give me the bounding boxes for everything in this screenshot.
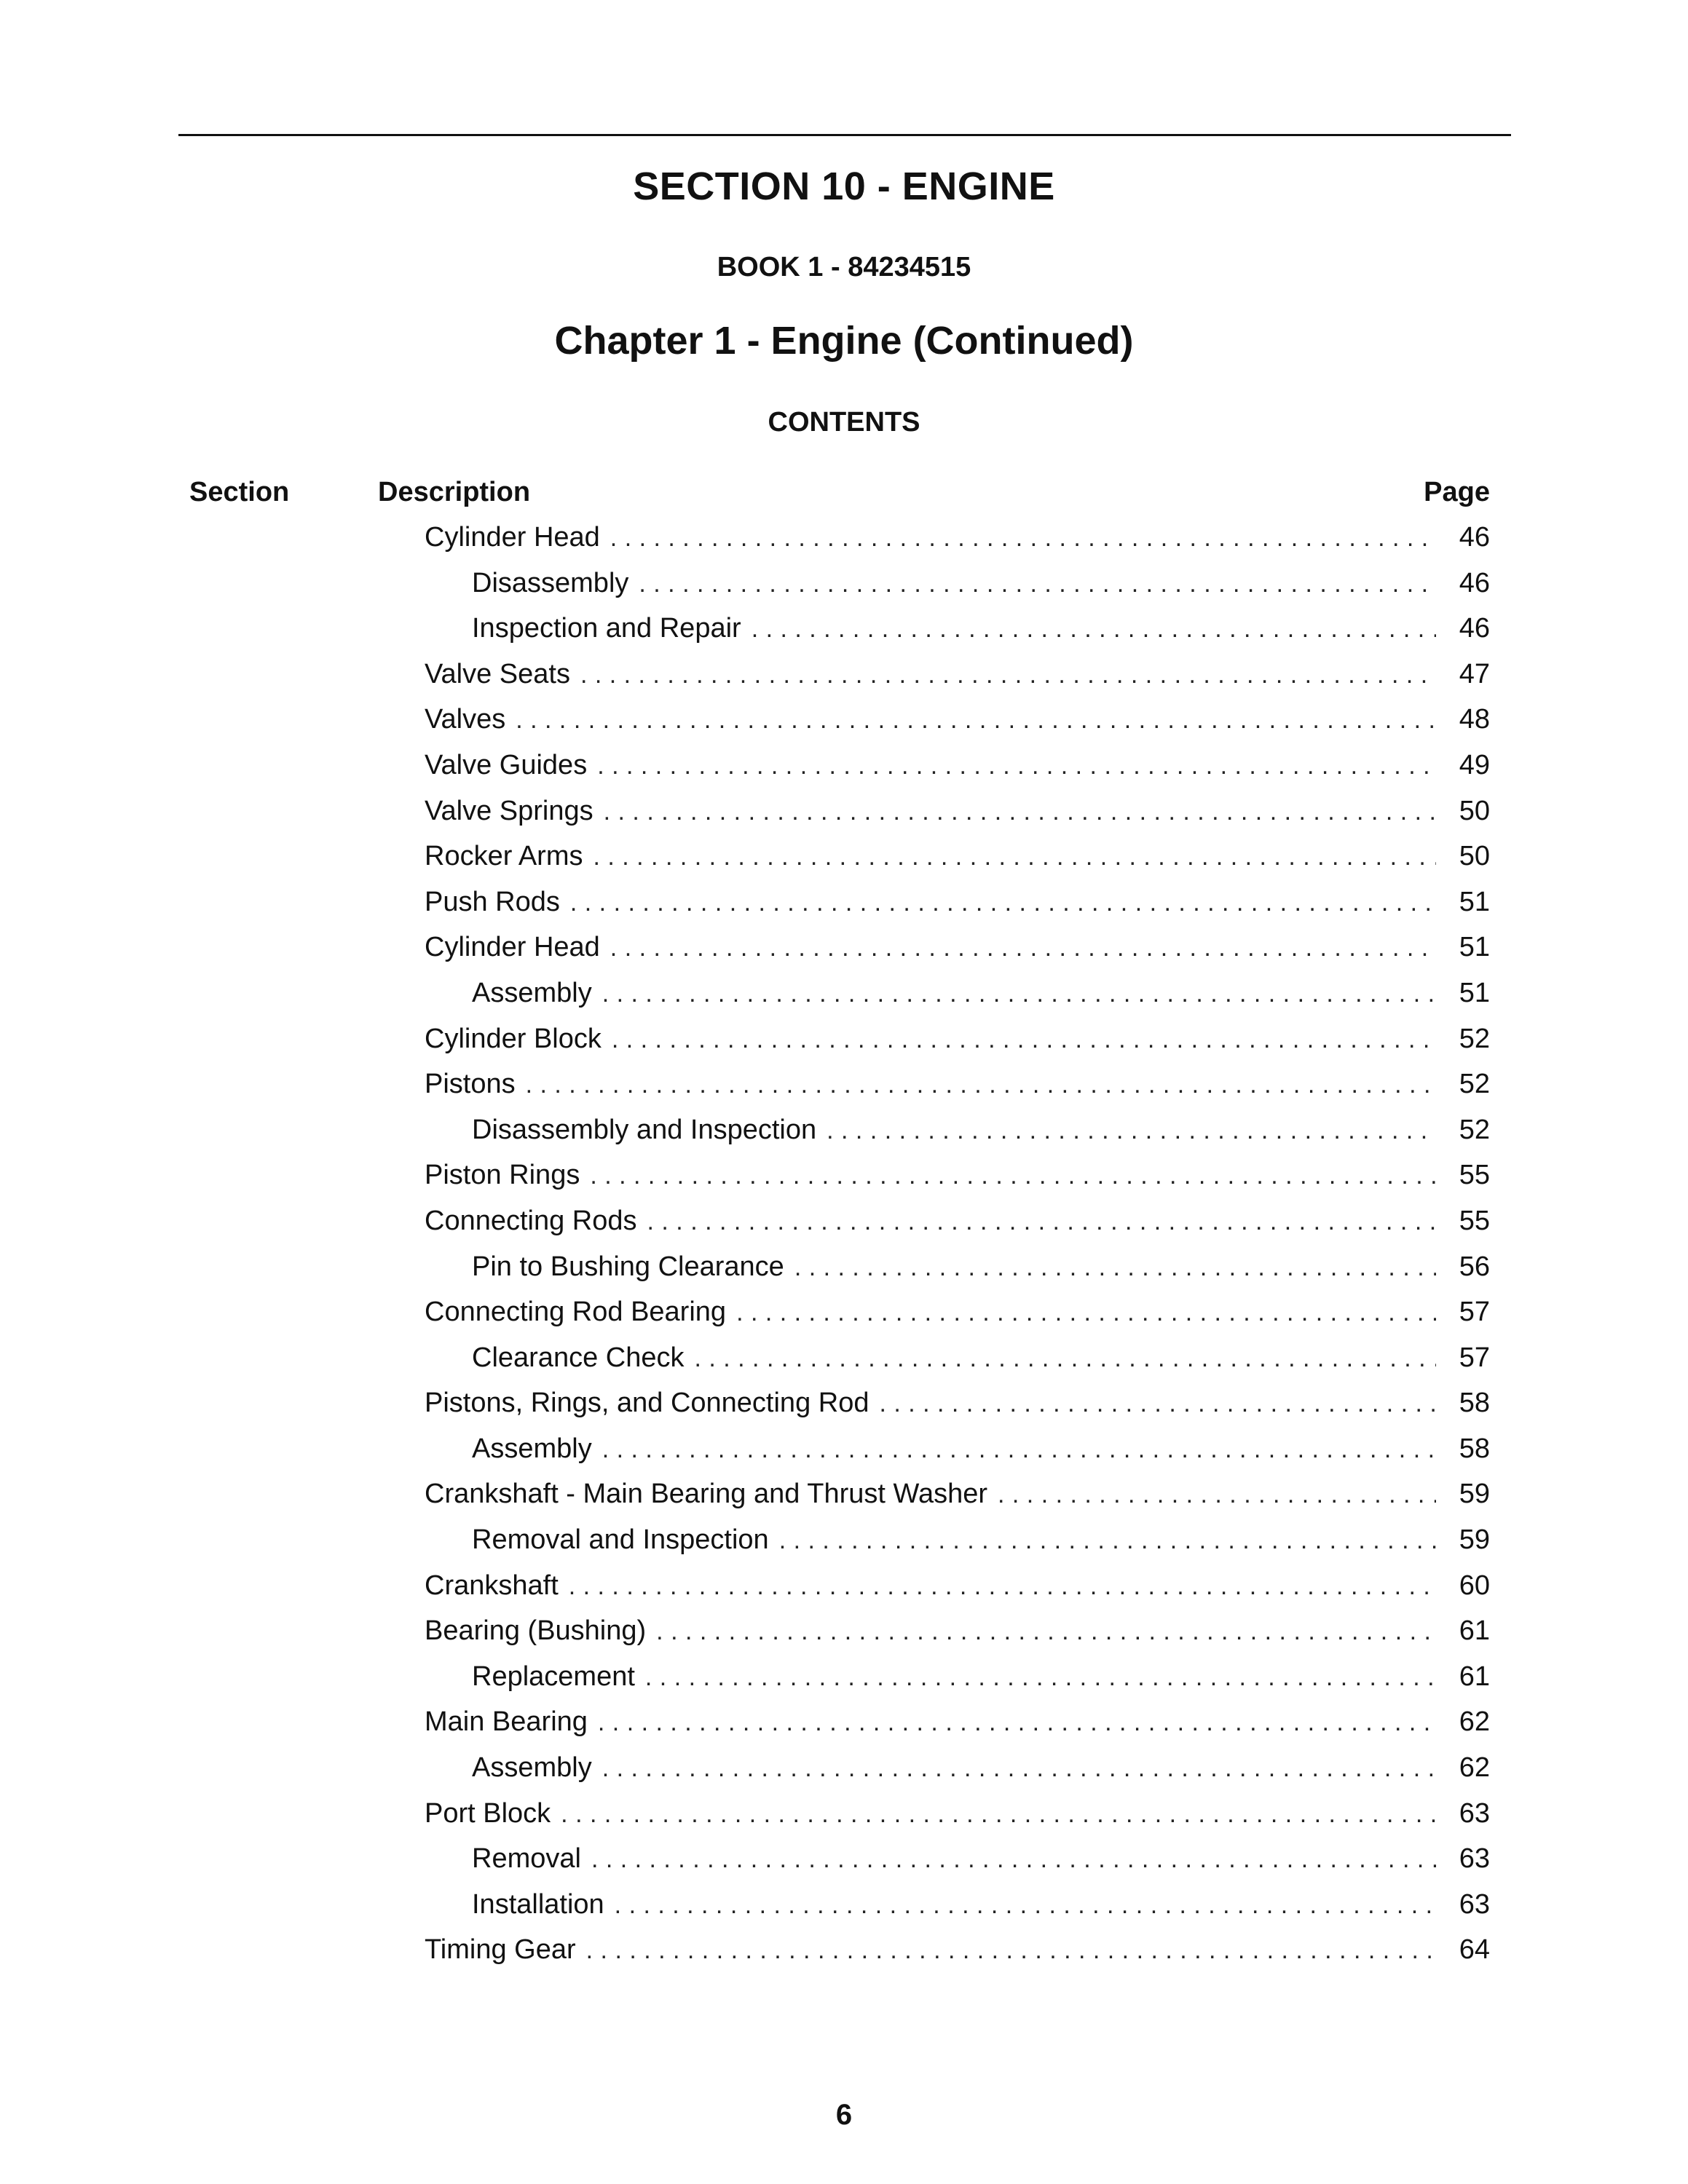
toc-entry-page: 55 [1459,1160,1490,1191]
dot-leader [656,1613,1436,1650]
toc-entry [425,1840,1490,1886]
toc-entry-page: 57 [1459,1297,1490,1328]
toc-entry-label: Pistons, Rings, and Connecting Rod [425,1388,869,1419]
toc-entry-page: 63 [1459,1797,1490,1829]
toc-entry [425,1112,1490,1158]
toc-entry-label: Crankshaft - Main Bearing and Thrust Washer [425,1479,988,1510]
toc-entry-label: Connecting Rods [425,1205,637,1236]
dot-leader [610,520,1436,556]
dot-leader [752,611,1436,647]
toc-entry [425,1294,1490,1340]
dot-leader [794,1249,1436,1286]
toc-entry-page: 48 [1459,704,1490,735]
toc-entry [425,1931,1490,1977]
toc-entry-page: 51 [1459,977,1490,1008]
toc-entry-page: 64 [1459,1934,1490,1966]
dot-leader [590,1158,1436,1194]
toc-entry-page: 56 [1459,1251,1490,1282]
toc-entry [425,1704,1490,1749]
toc-entry-page: 52 [1459,1114,1490,1145]
dot-leader [602,1431,1436,1468]
toc-entry [425,1157,1490,1203]
contents-heading: CONTENTS [768,407,920,438]
dot-leader [610,930,1436,966]
toc-entry-label: Assembly [472,977,592,1008]
toc-entry-page: 46 [1459,522,1490,553]
dot-leader [593,839,1436,875]
toc-entry-page: 55 [1459,1205,1490,1236]
toc-entry [425,701,1490,747]
toc-entry [425,929,1490,975]
toc-entry-label: Removal and Inspection [472,1524,769,1556]
toc-entry-page: 63 [1459,1843,1490,1875]
toc-entry-page: 58 [1459,1388,1490,1419]
toc-entry-page: 59 [1459,1479,1490,1510]
dot-leader [612,1021,1436,1058]
toc-entry [425,656,1490,702]
dot-leader [998,1476,1436,1513]
dot-leader [827,1112,1436,1149]
toc-entry-page: 46 [1459,613,1490,644]
column-header-page: Page [1424,477,1490,507]
toc-entry-page: 51 [1459,886,1490,917]
section-title: SECTION 10 - ENGINE [633,165,1055,208]
toc-entry-page: 61 [1459,1661,1490,1692]
toc-entry-page: 49 [1459,749,1490,780]
dot-leader [779,1522,1436,1559]
toc-entry-page: 61 [1459,1615,1490,1647]
toc-entry-label: Pistons [425,1069,516,1100]
toc-entry-label: Replacement [472,1661,635,1692]
dot-leader [526,1067,1436,1103]
dot-leader [569,1568,1436,1605]
toc-entry-label: Cylinder Block [425,1023,602,1054]
toc-entry-label: Port Block [425,1797,551,1829]
header-rule [178,134,1511,136]
toc-entry [425,1567,1490,1613]
toc-entry-page: 62 [1459,1752,1490,1784]
toc-entry-page: 59 [1459,1524,1490,1556]
dot-leader [516,702,1436,738]
dot-leader [561,1796,1436,1832]
toc-entry-page: 57 [1459,1342,1490,1373]
toc-entry-label: Valve Springs [425,795,593,826]
toc-entry [425,1431,1490,1476]
toc-entry [425,1021,1490,1067]
toc-entry [425,793,1490,839]
toc-entry [425,1203,1490,1249]
toc-entry-label: Piston Rings [425,1160,580,1191]
toc-entry [425,610,1490,656]
toc-entry [425,1476,1490,1522]
toc-entry-label: Push Rods [425,886,560,917]
dot-leader [591,1841,1436,1878]
toc-entry-label: Cylinder Head [425,932,600,963]
toc-entry [425,838,1490,884]
toc-entry-page: 63 [1459,1888,1490,1920]
toc-entry-page: 50 [1459,795,1490,826]
toc-entry [425,1066,1490,1112]
toc-entry-label: Disassembly [472,567,629,598]
toc-entry-page: 51 [1459,932,1490,963]
toc-entry [425,1385,1490,1431]
toc-entry-label: Inspection and Repair [472,613,741,644]
dot-leader [598,1704,1436,1741]
dot-leader [645,1659,1436,1696]
toc-entry [425,747,1490,793]
toc-entry-label: Installation [472,1888,604,1920]
dot-leader [694,1340,1436,1377]
page-number: 6 [835,2099,853,2131]
toc-entry-label: Disassembly and Inspection [472,1114,817,1145]
dot-leader [604,794,1436,830]
dot-leader [597,748,1436,784]
toc-entry-label: Assembly [472,1752,592,1784]
toc-entry-page: 60 [1459,1570,1490,1601]
toc-entry-label: Bearing (Bushing) [425,1615,647,1647]
toc-entry [425,1249,1490,1294]
chapter-title: Chapter 1 - Engine (Continued) [554,319,1134,363]
toc-entry [425,1749,1490,1795]
toc-entry-page: 62 [1459,1706,1490,1738]
toc-entry-label: Cylinder Head [425,522,600,553]
toc-entry-label: Removal [472,1843,581,1875]
toc-entry-label: Valve Guides [425,749,588,780]
toc-entry-label: Timing Gear [425,1934,576,1966]
dot-leader [602,976,1436,1012]
book-number: BOOK 1 - 84234515 [717,252,971,282]
dot-leader [879,1385,1436,1422]
toc-entry-label: Crankshaft [425,1570,559,1601]
dot-leader [586,1932,1436,1969]
toc-entry-label: Main Bearing [425,1706,588,1738]
toc-entry-page: 52 [1459,1069,1490,1100]
toc-entry [425,1795,1490,1841]
toc-entry-page: 46 [1459,567,1490,598]
dot-leader [736,1294,1436,1331]
toc-entry-page: 50 [1459,841,1490,872]
dot-leader [639,566,1436,602]
toc-entry-page: 58 [1459,1433,1490,1464]
dot-leader [570,885,1436,921]
toc-entry [425,1886,1490,1932]
table-of-contents [425,519,1490,1977]
toc-entry-label: Valves [425,704,506,735]
dot-leader [647,1203,1436,1240]
dot-leader [615,1887,1436,1923]
toc-entry-label: Clearance Check [472,1342,685,1373]
toc-entry [425,1613,1490,1658]
toc-entry-label: Valve Seats [425,658,570,689]
toc-entry [425,1340,1490,1385]
toc-entry [425,1658,1490,1704]
toc-entry-label: Rocker Arms [425,841,583,872]
toc-entry-label: Assembly [472,1433,592,1464]
toc-entry-label: Pin to Bushing Clearance [472,1251,784,1282]
dot-leader [580,657,1436,693]
toc-entry-page: 47 [1459,658,1490,689]
toc-entry-label: Connecting Rod Bearing [425,1297,727,1328]
column-header-description: Description [378,477,531,507]
toc-entry-page: 52 [1459,1023,1490,1054]
dot-leader [602,1750,1436,1787]
column-header-section: Section [189,477,290,507]
toc-entry [425,884,1490,930]
toc-entry [425,1522,1490,1567]
toc-entry [425,565,1490,611]
toc-entry [425,519,1490,565]
toc-entry [425,975,1490,1021]
